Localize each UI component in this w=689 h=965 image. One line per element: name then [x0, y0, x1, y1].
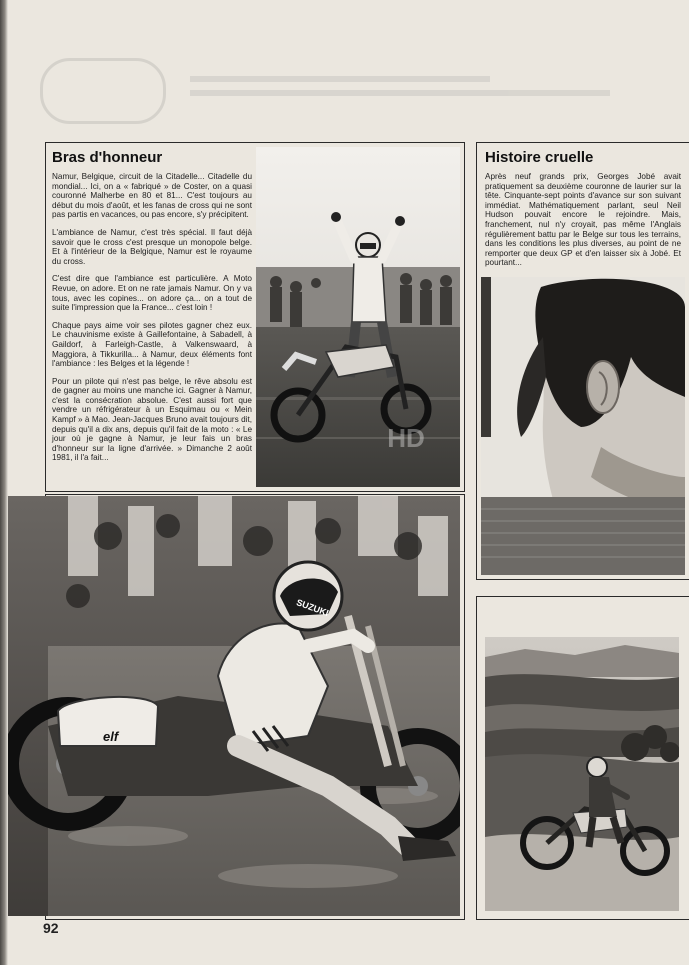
article-body: [485, 172, 681, 268]
article-bras-dhonneur: [45, 142, 465, 492]
photo-rider-landscape: [485, 637, 679, 911]
article-title: Histoire cruelle: [485, 149, 594, 166]
bike-sponsor-text: elf: [103, 729, 119, 744]
paragraph: Après neuf grands prix, Georges Jobé avait pratiquement sa deuxième couronne de laurier sur la tête. Cinquante-sept points d'avance sur son suivant immédiat. Mathématiquement parlant, seul Neil Hudson pouvait encore le rejoindre. Mais, franchement, nul n'y croyait, pas même l'Anglais régulièrement battu par le Belge sur tous les terrains, dans les conditions les plus diverses, au point de ne remporter que deux GP et d'en laisser six à Jobé. Et pourtant...: [485, 172, 681, 268]
show-through-line: [190, 76, 490, 82]
article-title: Bras d'honneur: [52, 149, 163, 166]
page-binding-edge: [0, 0, 8, 965]
page-number: 92: [43, 920, 59, 936]
article-text-column: [52, 149, 252, 471]
photo-rider-cornering: [8, 496, 460, 916]
article-text-column: [485, 149, 681, 276]
helmet-brand-text: SUZUKI: [295, 597, 330, 619]
paragraph: Namur, Belgique, circuit de la Citadelle... Citadelle du mondial... Ici, on a « fabriqué » de Coster, on a quasi couronné Malherbe en 80 et 81... C'est toujours au début du mois d'août, et les fanas de cross qui ne sont pas partis en vacances, ou pas encore, s'y précipitent.: [52, 172, 252, 220]
photo-rider-profile-closeup: [481, 277, 685, 575]
article-body: [52, 172, 252, 463]
show-through-logo: [40, 58, 166, 124]
watermark-text: HD: [387, 423, 425, 453]
photo-rider-landscape-frame: [476, 596, 689, 920]
paragraph: L'ambiance de Namur, c'est très spécial. Il faut déjà savoir que le cross c'est presque un monopole belge. Et à l'intérieur de la Belgique, Namur est le royaume du cross.: [52, 227, 252, 266]
paragraph: Chaque pays aime voir ses pilotes gagner chez eux. Le chauvinisme existe à Gaillefontaine, à Sabadell, à Gaildorf, à Farleigh-Castle, à Valkenswaard, à Maggiora, à Tikkurilla... à Namur, deux éléments font l'ambiance : les Belges et la légende !: [52, 320, 252, 369]
photo-rider-celebrating: [256, 147, 460, 487]
paragraph: C'est dire que l'ambiance est particulière. A Moto Revue, on adore. Et on ne rate jamais Namur. On y va tous, avec les copines... on adore ça... on a tout de suite l'impression que la France... c'est loin !: [52, 274, 252, 313]
show-through-header: [40, 58, 660, 138]
paragraph: Pour un pilote qui n'est pas belge, le rêve absolu est de gagner au moins une manche ici. Gagner à Namur, c'est la consécration absolue. C'est aussi fort que vendre un réfrigérateur à un Esquimau ou « Mein Kampf » à Mao. Jean-Jacques Bruno avait toujours dit, depuis qu'il a dix ans, depuis qu'il fait de la moto : « Le jour où je gagne à Namur, je leur fais un bras d'honneur sur la ligne d'arrivée. » Dimanche 2 août 1981, il l'a fait...: [52, 376, 252, 463]
article-histoire-cruelle: [476, 142, 689, 580]
show-through-line: [190, 90, 610, 96]
